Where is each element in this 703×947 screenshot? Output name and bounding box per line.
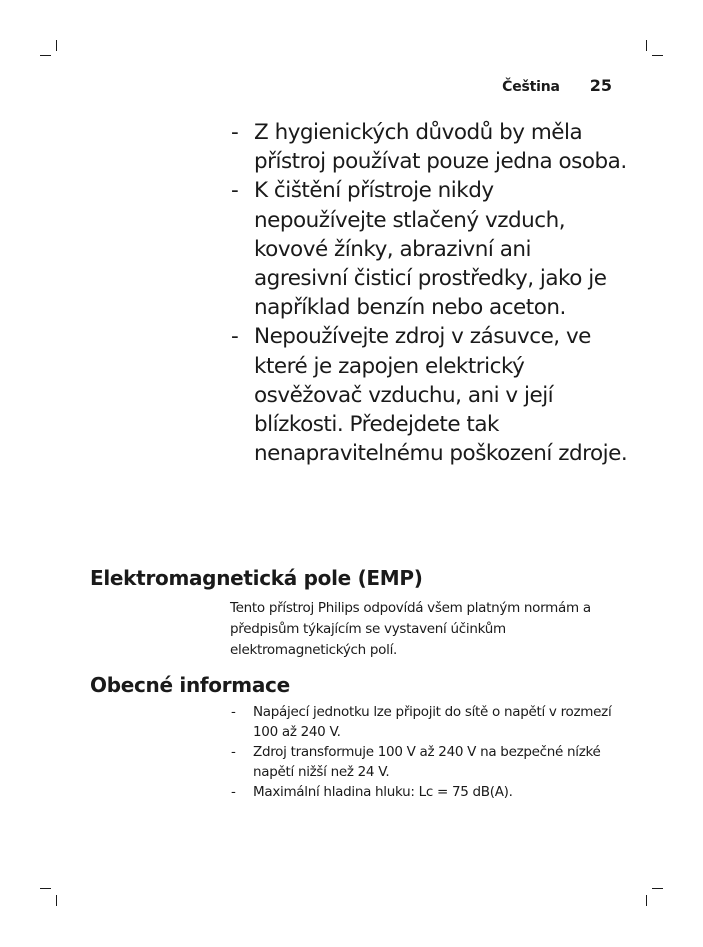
crop-mark <box>652 888 663 889</box>
list-dash: - <box>231 120 239 145</box>
crop-mark <box>646 40 647 51</box>
list-item-text: Nepoužívejte zdroj v zásuvce, ve které je zapojen elektrický osvěžovač vzduchu, ani v její blízkosti. Předejdete tak nenapravitelnému poškození zdroje. <box>254 324 628 467</box>
list-item-text: Zdroj transformuje 100 V až 240 V na bezpečné nízké napětí nižší než 24 V. <box>253 744 601 780</box>
list-item <box>228 176 628 322</box>
crop-mark <box>56 40 57 51</box>
list-item-text: Z hygienických důvodů by měla přístroj používat pouze jedna osoba. <box>254 120 627 175</box>
section-title-emp: Elektromagnetická pole (EMP) <box>90 566 423 590</box>
general-info-list <box>230 702 620 802</box>
list-item <box>228 322 628 468</box>
list-item-text: K čištění přístroje nikdy nepoužívejte stlačený vzduch, kovové žínky, abrazivní ani agresivní čisticí prostředky, jako je například benzín nebo aceton. <box>254 178 607 321</box>
crop-mark <box>652 55 663 56</box>
list-dash: - <box>231 178 239 204</box>
list-item <box>228 118 628 176</box>
list-item <box>230 702 620 742</box>
list-item <box>230 782 620 802</box>
list-item-text: Napájecí jednotku lze připojit do sítě o napětí v rozmezí 100 až 240 V. <box>253 704 612 740</box>
list-item <box>230 742 620 782</box>
safety-list <box>228 118 628 468</box>
list-dash: - <box>231 704 236 720</box>
crop-mark <box>40 55 51 56</box>
page-header <box>502 76 612 95</box>
list-dash: - <box>231 784 236 800</box>
crop-mark <box>40 888 51 889</box>
section-title-general-info: Obecné informace <box>90 673 290 697</box>
crop-mark <box>646 895 647 906</box>
crop-mark <box>56 895 57 906</box>
emp-paragraph: Tento přístroj Philips odpovídá všem platným normám a předpisům týkajícím se vystavení účinkům elektromagnetických polí. <box>230 600 591 658</box>
list-item-text: Maximální hladina hluku: Lc = 75 dB(A). <box>253 784 513 800</box>
list-dash: - <box>231 744 236 760</box>
list-dash: - <box>231 324 239 350</box>
language-label: Čeština <box>502 79 560 95</box>
page-number: 25 <box>589 76 612 95</box>
